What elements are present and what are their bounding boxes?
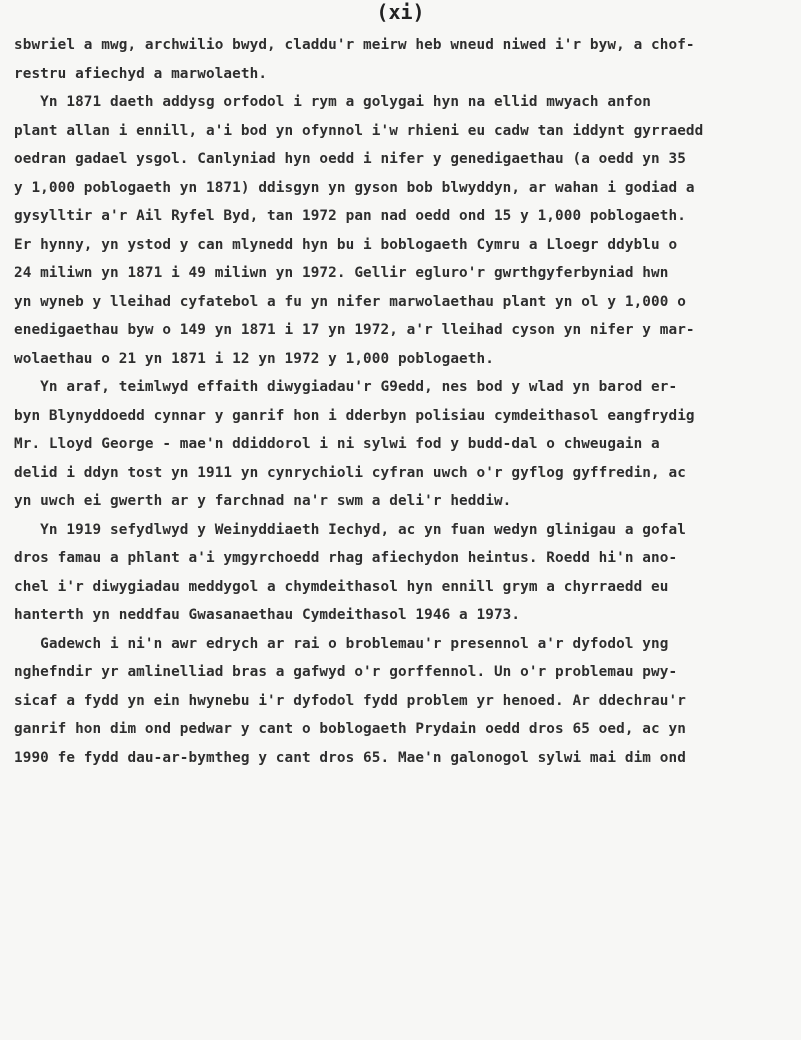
text-line: hanterth yn neddfau Gwasanaethau Cymdeithasol 1946 a 1973. xyxy=(14,607,521,623)
text-line: oedran gadael ysgol. Canlyniad hyn oedd i nifer y genedigaethau (a oedd yn 35 xyxy=(14,151,686,167)
text-line: nghefndir yr amlinelliad bras a gafwyd o'r gorffennol. Un o'r problemau pwy- xyxy=(14,664,678,680)
body-text xyxy=(14,31,801,772)
text-line: yn wyneb y lleihad cyfatebol a fu yn nifer marwolaethau plant yn ol y 1,000 o xyxy=(14,293,686,310)
text-line: plant allan i ennill, a'i bod yn ofynnol i'w rhieni eu cadw tan iddynt gyrraedd xyxy=(14,122,704,139)
text-line: wolaethau o 21 yn 1871 i 12 yn 1972 y 1,000 poblogaeth. xyxy=(14,350,494,367)
text-line: Gadewch i ni'n awr edrych ar rai o broblemau'r presennol a'r dyfodol yng xyxy=(14,635,669,652)
text-line: sicaf a fydd yn ein hwynebu i'r dyfodol fydd problem yr henoed. Ar ddechrau'r xyxy=(14,692,686,709)
text-line: delid i ddyn tost yn 1911 yn cynrychioli cyfran uwch o'r gyflog gyffredin, ac xyxy=(14,464,686,481)
text-line: byn Blynyddoedd cynnar y ganrif hon i dderbyn polisiau cymdeithasol eangfrydig xyxy=(14,407,695,424)
text-line: Yn 1871 daeth addysg orfodol i rym a golygai hyn na ellid mwyach anfon xyxy=(14,94,652,110)
text-line: enedigaethau byw o 149 yn 1871 i 17 yn 1972, a'r lleihad cyson yn nifer y mar- xyxy=(14,322,695,338)
text-line: Mr. Lloyd George - mae'n ddiddorol i ni sylwi fod y budd-dal o chweugain a xyxy=(14,436,660,452)
text-line: gysylltir a'r Ail Ryfel Byd, tan 1972 pan nad oedd ond 15 y 1,000 poblogaeth. xyxy=(14,208,686,224)
text-line: Yn araf, teimlwyd effaith diwygiadau'r G9edd, nes bod y wlad yn barod er- xyxy=(14,379,678,395)
text-line: sbwriel a mwg, archwilio bwyd, claddu'r meirw heb wneud niwed i'r byw, a chof- xyxy=(14,37,695,53)
text-line: Er hynny, yn ystod y can mlynedd hyn bu i boblogaeth Cymru a Lloegr ddyblu o xyxy=(14,236,678,253)
text-line: restru afiechyd a marwolaeth. xyxy=(14,65,268,82)
text-line: ganrif hon dim ond pedwar y cant o boblogaeth Prydain oedd dros 65 oed, ac yn xyxy=(14,721,686,737)
text-line: y 1,000 poblogaeth yn 1871) ddisgyn yn gyson bob blwyddyn, ar wahan i godiad a xyxy=(14,179,695,196)
text-line: 24 miliwn yn 1871 i 49 miliwn yn 1972. Gellir egluro'r gwrthgyferbyniad hwn xyxy=(14,265,669,281)
text-line: Yn 1919 sefydlwyd y Weinyddiaeth Iechyd, ac yn fuan wedyn glinigau a gofal xyxy=(14,521,686,538)
text-line: 1990 fe fydd dau-ar-bymtheg y cant dros 65. Mae'n galonogol sylwi mai dim ond xyxy=(14,749,686,766)
text-line: dros famau a phlant a'i ymgyrchoedd rhag afiechydon heintus. Roedd hi'n ano- xyxy=(14,550,678,566)
page-number: (xi) xyxy=(376,0,425,24)
text-line: yn uwch ei gwerth ar y farchnad na'r swm a deli'r heddiw. xyxy=(14,493,512,509)
text-line: chel i'r diwygiadau meddygol a chymdeithasol hyn ennill grym a chyrraedd eu xyxy=(14,578,669,595)
